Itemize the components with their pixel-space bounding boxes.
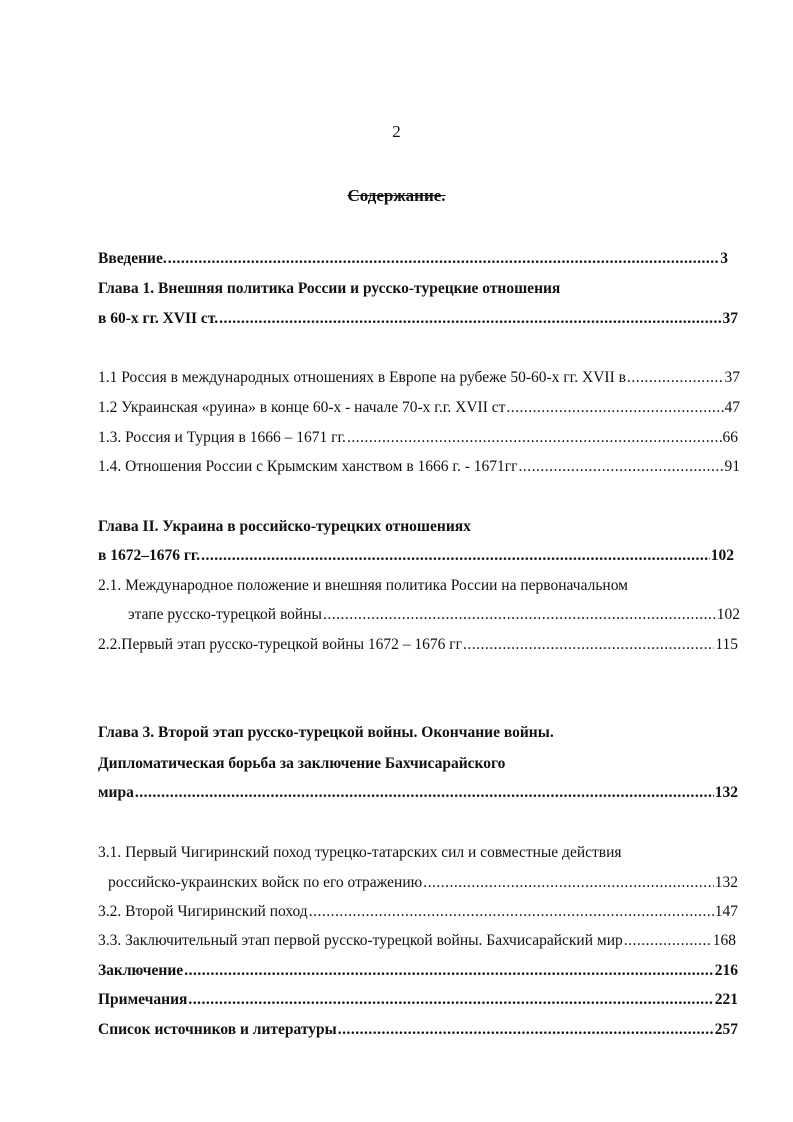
dot-leader	[168, 249, 720, 269]
toc-entry-page: 66	[722, 429, 738, 446]
page-title: Содержание.	[347, 186, 446, 205]
toc-entry-intro	[98, 249, 728, 269]
toc-entry-chapter-3	[98, 783, 738, 803]
dot-leader	[184, 961, 714, 981]
toc-entry-notes	[98, 990, 738, 1010]
toc-entry-label: 2.2.Первый этап русско-турецкой войны 1672 – 1676 гг	[98, 636, 462, 653]
dot-leader	[506, 398, 723, 418]
toc-entry-conclusion	[98, 961, 738, 981]
toc-entry-1-3	[98, 428, 738, 448]
toc-entry-page: 132	[714, 874, 738, 891]
dot-leader	[135, 783, 714, 803]
toc-entry-3-1-line1: 3.1. Первый Чигиринский поход турецко-татарских сил и совместные действия	[98, 844, 622, 861]
dot-leader	[201, 546, 710, 566]
toc-entry-label: в 60-х гг. XVII ст.	[98, 310, 219, 327]
toc-entry-page: 47	[724, 399, 740, 416]
toc-entry-2-1-line1: 2.1. Международное положение и внешняя политика России на первоначальном	[98, 577, 628, 594]
dot-leader	[423, 873, 714, 893]
toc-entry-label: Примечания	[98, 991, 188, 1008]
dot-leader	[624, 931, 712, 951]
toc-entry-1-4	[98, 457, 740, 477]
toc-entry-page: 102	[716, 606, 740, 623]
chapter-3-heading-line1: Глава 3. Второй этап русско-турецкой войны. Окончание войны.	[98, 724, 554, 741]
toc-entry-chapter-1	[98, 309, 738, 329]
toc-entry-3-3	[98, 931, 736, 951]
toc-entry-3-2	[98, 902, 738, 922]
chapter-3-heading-line2: Дипломатическая борьба за заключение Бахчисарайского	[98, 755, 506, 772]
toc-entry-page: 115	[715, 636, 738, 653]
toc-entry-1-2	[98, 398, 740, 418]
dot-leader	[219, 309, 721, 329]
toc-entry-label: 1.2 Украинская «руина» в конце 60-х - начале 70-х г.г. XVII ст	[98, 399, 506, 416]
toc-entry-page: 216	[714, 962, 738, 979]
toc-entry-page: 147	[714, 903, 738, 920]
page-number: 2	[392, 122, 401, 141]
dot-leader	[519, 457, 724, 477]
toc-entry-page: 102	[710, 547, 734, 564]
toc-entry-1-1	[98, 368, 740, 388]
dot-leader	[463, 635, 714, 655]
toc-entry-label: Список источников и литературы	[98, 1021, 337, 1038]
toc-entry-label: Заключение	[98, 962, 184, 979]
toc-entry-chapter-2	[98, 546, 734, 566]
toc-entry-2-1	[128, 605, 740, 625]
toc-entry-label: 1.3. Россия и Турция в 1666 – 1671 гг.	[98, 429, 346, 446]
toc-entry-label: в 1672–1676 гг.	[98, 547, 201, 564]
toc-entry-page: 132	[714, 784, 738, 801]
toc-entry-page: 168	[712, 932, 736, 949]
toc-entry-page: 221	[714, 991, 738, 1008]
toc-entry-label: 3.3. Заключительный этап первой русско-турецкой войны. Бахчисарайский мир	[98, 932, 623, 949]
dot-leader	[188, 990, 713, 1010]
toc-entry-label: 1.4. Отношения России с Крымским ханством в 1666 г. - 1671гг	[98, 458, 518, 475]
toc-entry-page: 37	[724, 369, 740, 386]
toc-entry-label: этапе русско-турецкой войны	[128, 606, 322, 623]
toc-entry-page: 91	[724, 458, 740, 475]
dot-leader	[309, 902, 714, 922]
toc-entry-3-1	[108, 873, 738, 893]
dot-leader	[347, 428, 722, 448]
toc-entry-label: 3.2. Второй Чигиринский поход	[98, 903, 308, 920]
chapter-1-heading: Глава 1. Внешняя политика России и русско-турецкие отношения	[98, 280, 561, 297]
toc-entry-label: Введение.	[98, 250, 167, 267]
toc-entry-page: 37	[722, 310, 738, 327]
dot-leader	[323, 605, 716, 625]
toc-entry-sources	[98, 1020, 738, 1040]
toc-entry-label: мира	[98, 784, 134, 801]
toc-entry-label: 1.1 Россия в международных отношениях в Европе на рубеже 50-60-х гг. XVII в	[98, 369, 626, 386]
dot-leader	[338, 1020, 714, 1040]
toc-entry-page: 3	[720, 250, 728, 267]
toc-entry-page: 257	[714, 1021, 738, 1038]
dot-leader	[627, 368, 724, 388]
chapter-2-heading: Глава II. Украина в российско-турецких отношениях	[98, 518, 471, 535]
toc-entry-label: российско-украинских войск по его отражению	[108, 874, 423, 891]
toc-entry-2-2	[98, 635, 738, 655]
